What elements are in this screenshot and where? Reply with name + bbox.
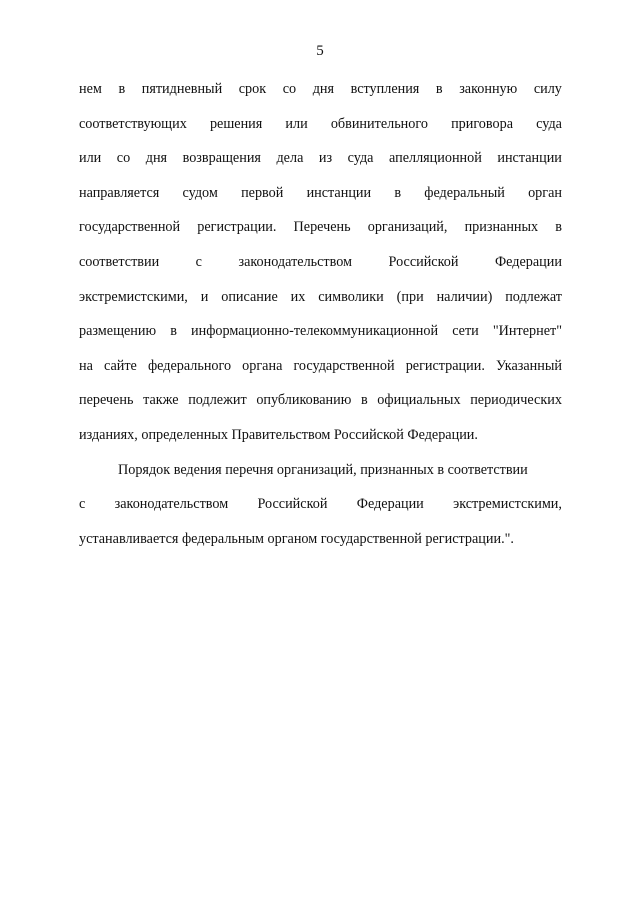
word: "Интернет" [492,323,562,340]
word: сети [452,323,479,340]
text-line [79,249,562,284]
word: дня [145,150,168,167]
word: экстремистскими, [453,496,562,513]
word: срок [238,81,267,97]
word: инстанции [306,184,372,201]
text-line [79,145,562,180]
word: со [282,81,297,97]
word: апелляционной [389,150,482,167]
word: первой [241,184,284,201]
word: в [555,219,562,236]
word: приговора [451,115,513,132]
word: суда [536,115,562,132]
text-line [79,76,562,111]
text-line [79,318,562,353]
word: органа [242,357,283,374]
word: периодических [470,392,562,409]
text-line [79,284,562,319]
word: дела [276,150,304,167]
word: Перечень [293,219,351,236]
word: или [79,150,102,167]
word: описание [221,288,278,305]
word: сайте [103,357,137,374]
text-line-last: устанавливается федеральным органом государственной регистрации.". [79,530,514,547]
word: орган [528,184,562,201]
word: символики [318,288,384,305]
word: государственной [293,357,395,374]
word: с [79,496,86,513]
word: на [79,357,93,374]
word: федерального [147,357,232,374]
word: с [195,253,202,270]
word: соответствующих [79,115,187,132]
word: пятидневный [141,81,223,97]
word: направляется [79,184,160,201]
word: признанных [464,219,539,236]
text-line [79,353,562,388]
word: информационно-телекоммуникационной [191,323,439,340]
word: возвращения [182,150,261,167]
word: силу [533,81,562,97]
text-line [79,491,562,526]
paragraph-1 [79,76,562,457]
word: также [143,392,179,409]
word: регистрации. [405,357,485,374]
word: обвинительного [330,115,428,132]
word: (при [396,288,424,305]
word: Российской [257,496,328,513]
text-line-indented: Порядок ведения перечня организаций, признанных в соответствии [118,461,528,478]
word: опубликованию [256,392,352,409]
word: из [318,150,333,167]
paragraph-2 [79,457,562,561]
word: в [170,323,177,340]
word: и [200,288,209,305]
word: судом [182,184,218,201]
word: их [290,288,306,305]
page-number: 5 [316,43,324,59]
word: суда [347,150,374,167]
word: вступления [350,81,420,97]
word: федеральный [424,184,505,201]
word: решения [209,115,263,132]
word: Федерации [356,496,424,513]
word: законодательством [238,253,353,270]
text-line [79,387,562,422]
word: законодательством [114,496,229,513]
document-body [79,76,562,560]
word: в [118,81,126,97]
text-line [79,111,562,146]
word: Федерации [494,253,562,270]
word: законную [459,81,518,97]
word: перечень [79,392,134,409]
word: подлежат [505,288,562,305]
word: соответствии [79,253,160,270]
word: дня [312,81,335,97]
word: нем [79,81,102,97]
word: инстанции [497,150,562,167]
word: экстремистскими, [79,288,188,305]
word: регистрации. [197,219,277,236]
word: Российской [388,253,459,270]
text-line-last: изданиях, определенных Правительством Российской Федерации. [79,426,478,443]
word: наличии) [436,288,493,305]
word: официальных [377,392,461,409]
word: в [360,392,368,409]
word: государственной [79,219,181,236]
word: Указанный [495,357,562,374]
word: организаций, [367,219,448,236]
word: или [285,115,308,132]
text-line [79,214,562,249]
word: размещению [79,323,157,340]
word: в [435,81,443,97]
word: подлежит [188,392,247,409]
text-line [79,180,562,215]
word: в [394,184,402,201]
word: со [116,150,131,167]
